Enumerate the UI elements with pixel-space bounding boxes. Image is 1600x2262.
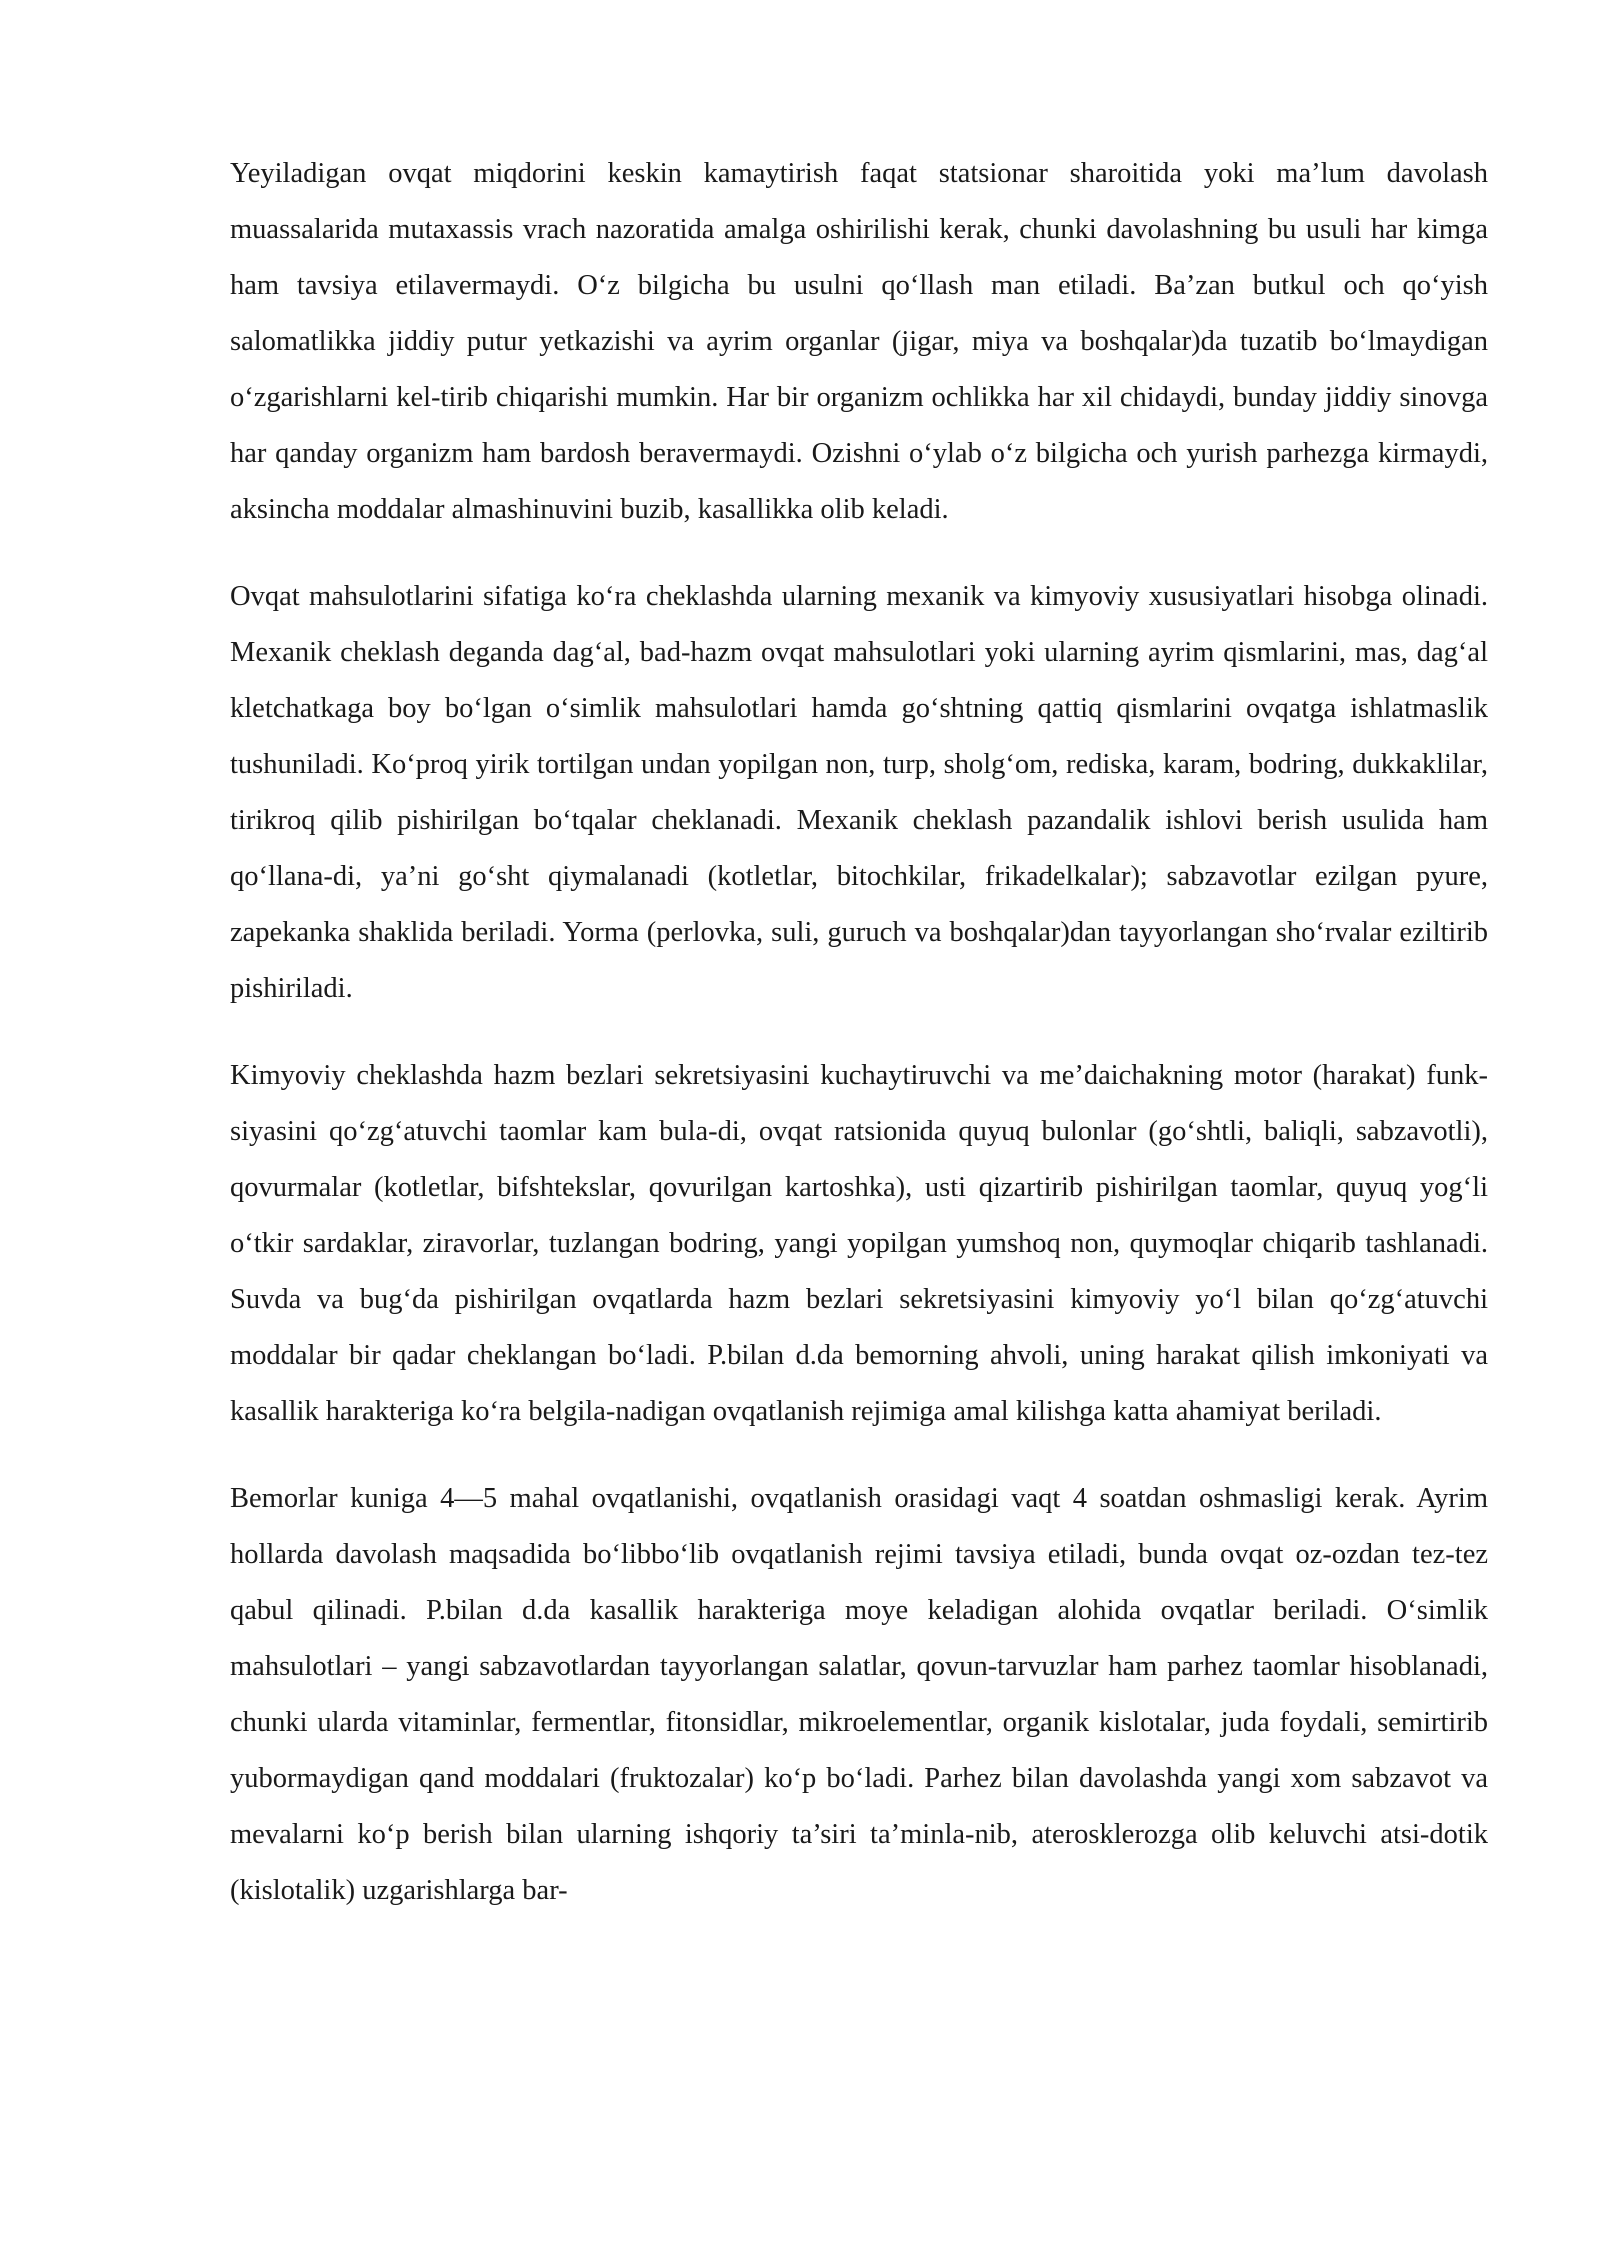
paragraph-1: Yeyiladigan ovqat miqdorini keskin kamaytirish faqat statsionar sharoitida yoki ma’lum davolash muassalarida mutaxassis vrach nazoratida amalga oshirilishi kerak, chunki davolashning bu usuli har kimga ham tavsiya etilavermaydi. O‘z bilgicha bu usulni qo‘llash man etiladi. Ba’zan butkul och qo‘yish salomatlikka jiddiy putur yetkazishi va ayrim organlar (jigar, miya va boshqalar)da tuzatib bo‘lmaydigan o‘zgarishlarni kel-tirib chiqarishi mumkin. Har bir organizm ochlikka har xil chidaydi, bunday jiddiy sinovga har qanday organizm ham bardosh beravermaydi. Ozishni o‘ylab o‘z bilgicha och yurish parhezga kirmaydi, aksincha moddalar almashinuvini buzib, kasallikka olib keladi. — [230, 158, 1488, 525]
document-body — [230, 146, 1488, 1950]
paragraph-2: Ovqat mahsulotlarini sifatiga ko‘ra cheklashda ularning mexanik va kimyoviy xususiyatlari hisobga olinadi. Mexanik cheklash deganda dag‘al, bad-hazm ovqat mahsulotlari yoki ularning ayrim qismlarini, mas, dag‘al kletchatkaga boy bo‘lgan o‘simlik mahsulotlari hamda go‘shtning qattiq qismlarini ovqatga ishlatmaslik tushuniladi. Ko‘proq yirik tortilgan undan yopilgan non, turp, sholg‘om, rediska, karam, bodring, dukkaklilar, tirikroq qilib pishirilgan bo‘tqalar cheklanadi. Mexanik cheklash pazandalik ishlovi berish usulida ham qo‘llana-di, ya’ni go‘sht qiymalanadi (kotletlar, bitochkilar, frikadelkalar); sabzavotlar ezilgan pyure, zapekanka shaklida beriladi. Yorma (perlovka, suli, guruch va boshqalar)dan tayyorlangan sho‘rvalar eziltirib pishiriladi. — [230, 581, 1488, 1004]
paragraph-3: Kimyoviy cheklashda hazm bezlari sekretsiyasini kuchaytiruvchi va me’daichakning motor (harakat) funk-siyasini qo‘zg‘atuvchi taomlar kam bula-di, ovqat ratsionida quyuq bulonlar (go‘shtli, baliqli, sabzavotli), qovurmalar (kotletlar, bifshtekslar, qovurilgan kartoshka), usti qizartirib pishirilgan taomlar, quyuq yog‘li o‘tkir sardaklar, ziravorlar, tuzlangan bodring, yangi yopilgan yumshoq non, quymoqlar chiqarib tashlanadi. Suvda va bug‘da pishirilgan ovqatlarda hazm bezlari sekretsiyasini kimyoviy yo‘l bilan qo‘zg‘atuvchi moddalar bir qadar cheklangan bo‘ladi. P.bilan d.da bemorning ahvoli, uning harakat qilish imkoniyati va kasallik harakteriga ko‘ra belgila-nadigan ovqatlanish rejimiga amal kilishga katta ahamiyat beriladi. — [230, 1060, 1488, 1427]
paragraph-4: Bemorlar kuniga 4—5 mahal ovqatlanishi, ovqatlanish orasidagi vaqt 4 soatdan oshmasligi kerak. Ayrim hollarda davolash maqsadida bo‘libbo‘lib ovqatlanish rejimi tavsiya etiladi, bunda ovqat oz-ozdan tez-tez qabul qilinadi. P.bilan d.da kasallik harakteriga moye keladigan alohida ovqatlar beriladi. O‘simlik mahsulotlari – yangi sabzavotlardan tayyorlangan salatlar, qovun-tarvuzlar ham parhez taomlar hisoblanadi, chunki ularda vitaminlar, fermentlar, fitonsidlar, mikroelementlar, organik kislotalar, juda foydali, semirtirib yubormaydigan qand moddalari (fruktozalar) ko‘p bo‘ladi. Parhez bilan davolashda yangi xom sabzavot va mevalarni ko‘p berish bilan ularning ishqoriy ta’siri ta’minla-nib, aterosklerozga olib keluvchi atsi-dotik (kislotalik) uzgarishlarga bar- — [230, 1483, 1488, 1906]
